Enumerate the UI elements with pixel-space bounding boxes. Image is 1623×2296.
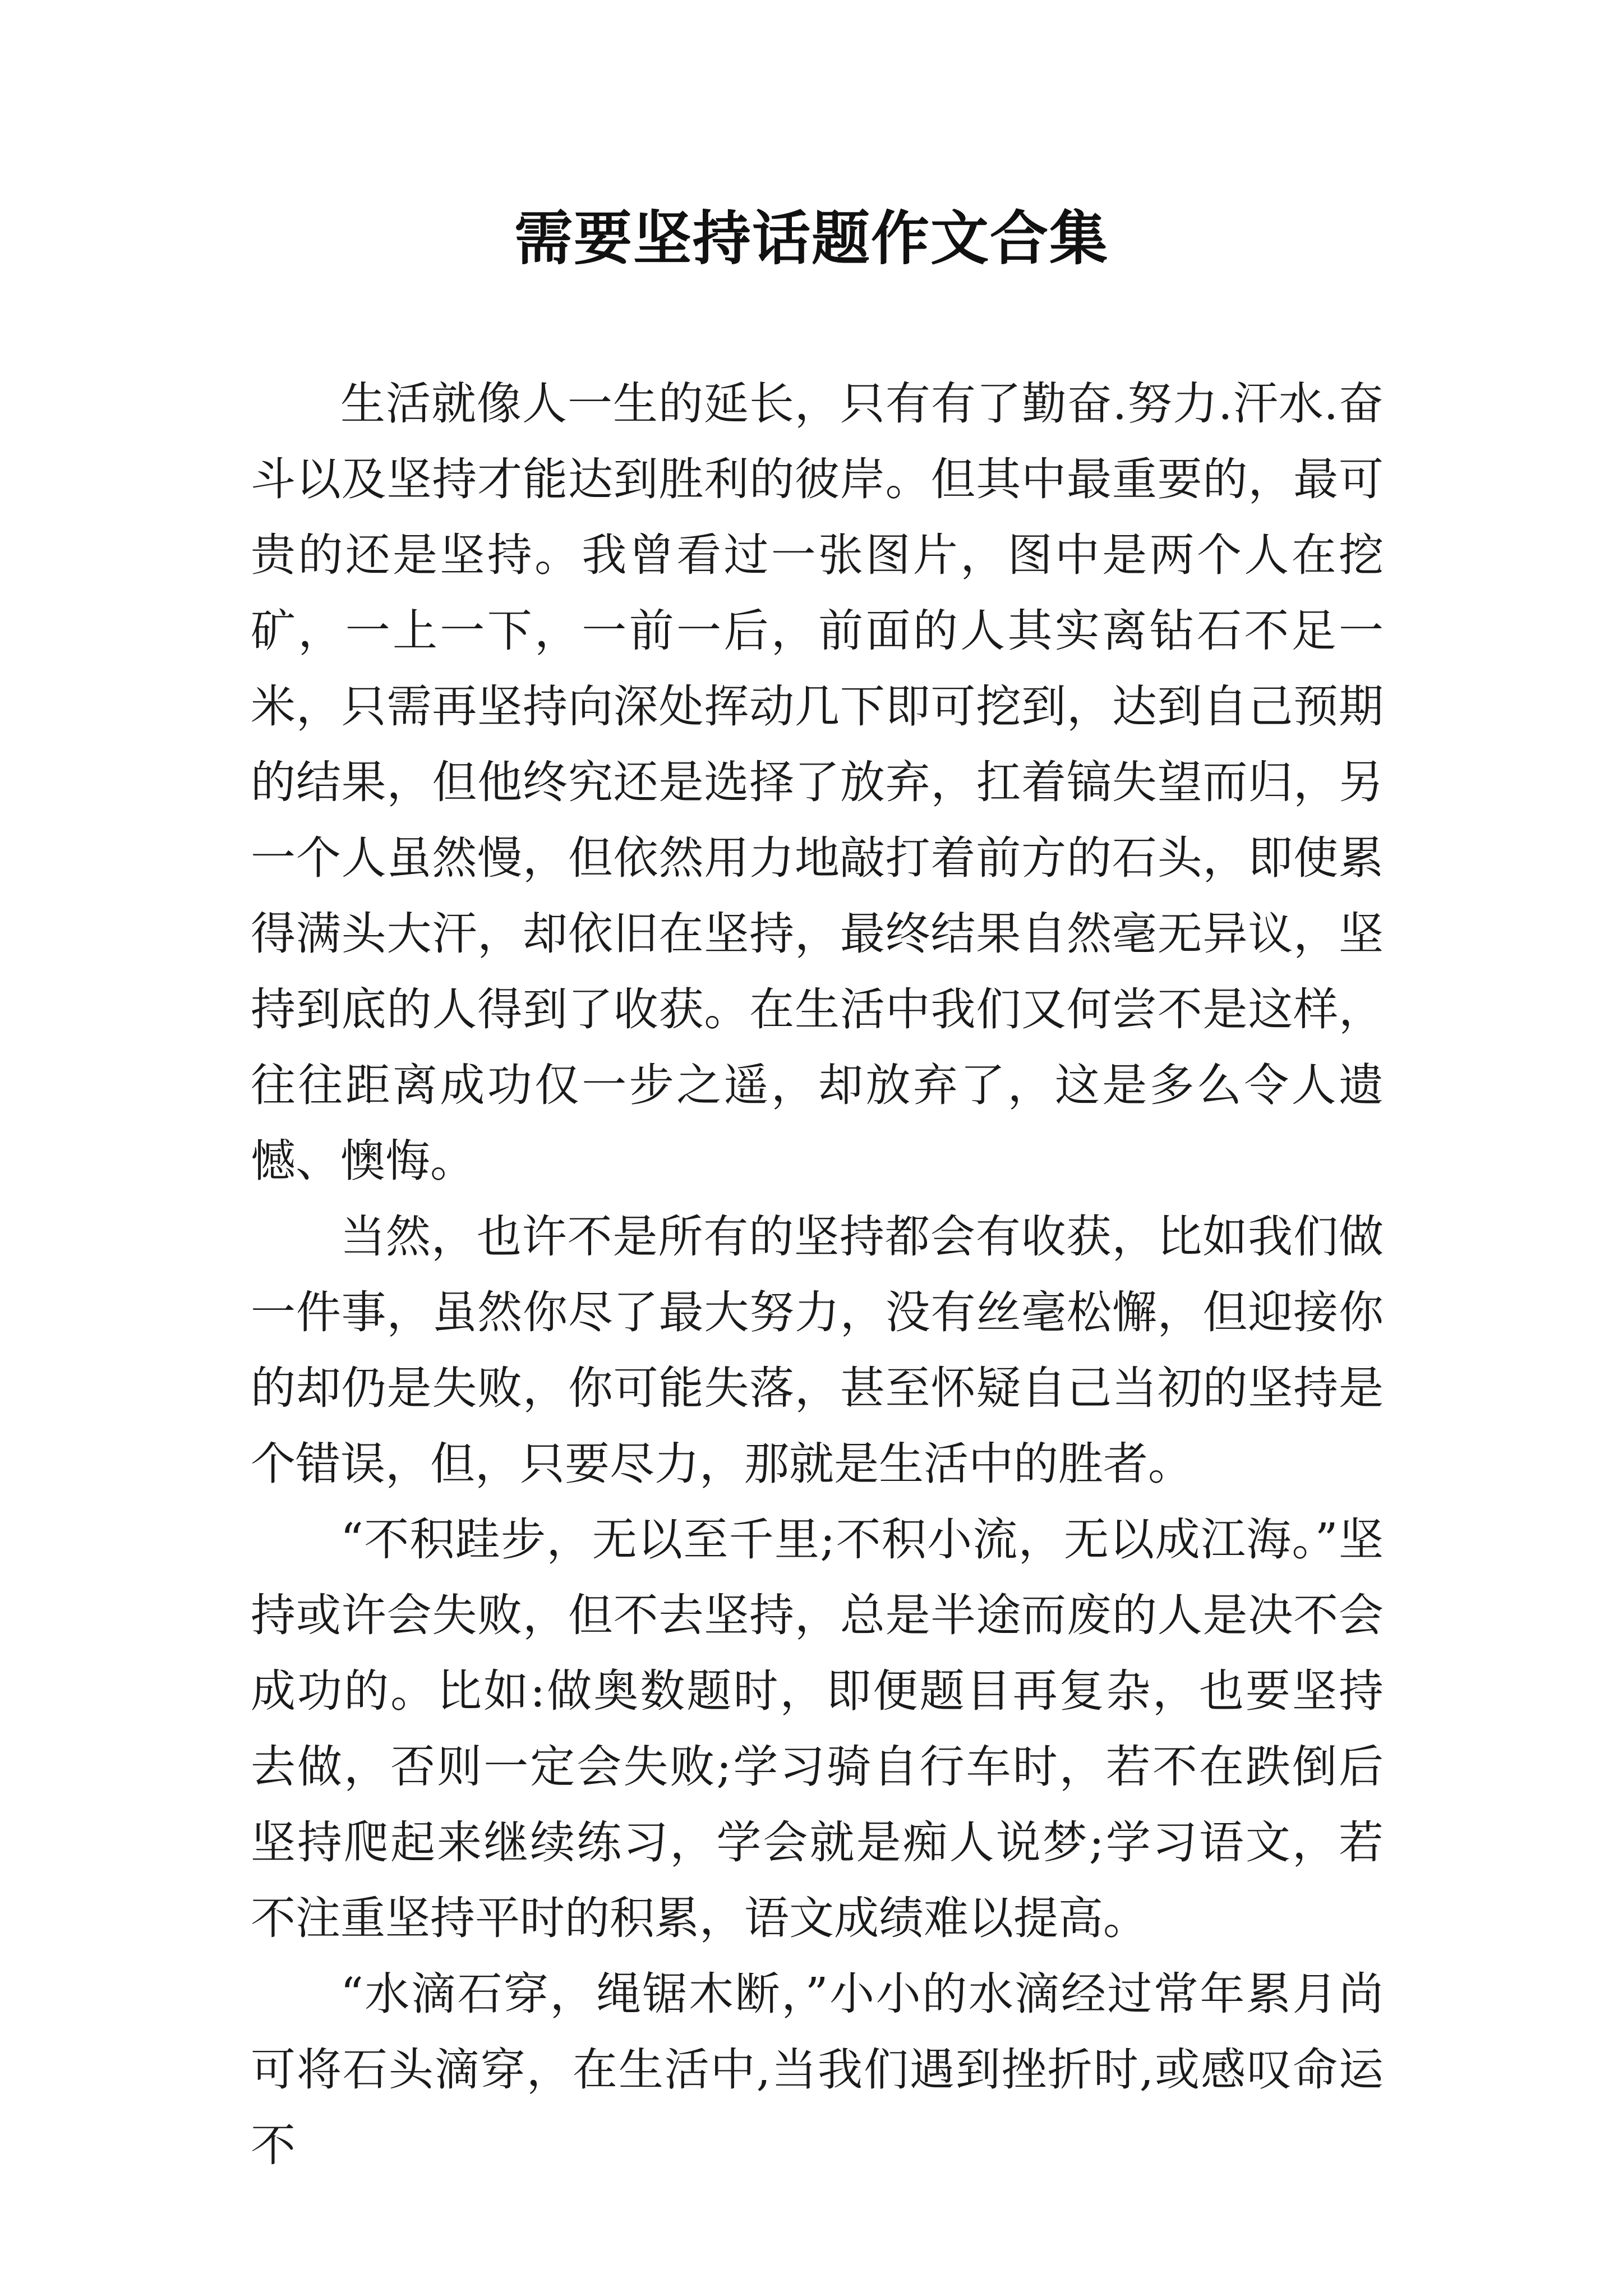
document-body <box>251 366 1384 2183</box>
paragraph: “不积跬步，无以至千里;不积小流，无以成江海。”坚持或许会失败，但不去坚持，总是半途而废的人是决不会成功的。比如:做奥数题时，即便题目再复杂，也要坚持去做，否则一定会失败;学习骑自行车时，若不在跌倒后坚持爬起来继续练习，学会就是痴人说梦;学习语文，若不注重坚持平时的积累，语文成绩难以提高。 <box>251 1513 1384 1944</box>
paragraph: 当然，也许不是所有的坚持都会有收获，比如我们做一件事，虽然你尽了最大努力，没有丝毫松懈，但迎接你的却仍是失败，你可能失落，甚至怀疑自己当初的坚持是个错误，但，只要尽力，那就是生活中的胜者。 <box>251 1211 1384 1490</box>
paragraph: 生活就像人一生的延长，只有有了勤奋.努力.汗水.奋斗以及坚持才能达到胜利的彼岸。但其中最重要的，最可贵的还是坚持。我曾看过一张图片，图中是两个人在挖矿，一上一下，一前一后，前面的人其实离钻石不足一米，只需再坚持向深处挥动几下即可挖到，达到自己预期的结果，但他终究还是选择了放弃，扛着镐失望而归，另一个人虽然慢，但依然用力地敲打着前方的石头，即使累得满头大汗，却依旧在坚持，最终结果自然毫无异议，坚持到底的人得到了收获。在生活中我们又何尝不是这样，往往距离成功仅一步之遥，却放弃了，这是多么令人遗憾、懊悔。 <box>251 378 1384 1187</box>
document-title: 需要坚持话题作文合集 <box>514 204 1109 273</box>
paragraph: “水滴石穿，绳锯木断，”小小的水滴经过常年累月尚可将石头滴穿，在生活中,当我们遇到挫折时,或感叹命运不 <box>251 1968 1384 2171</box>
